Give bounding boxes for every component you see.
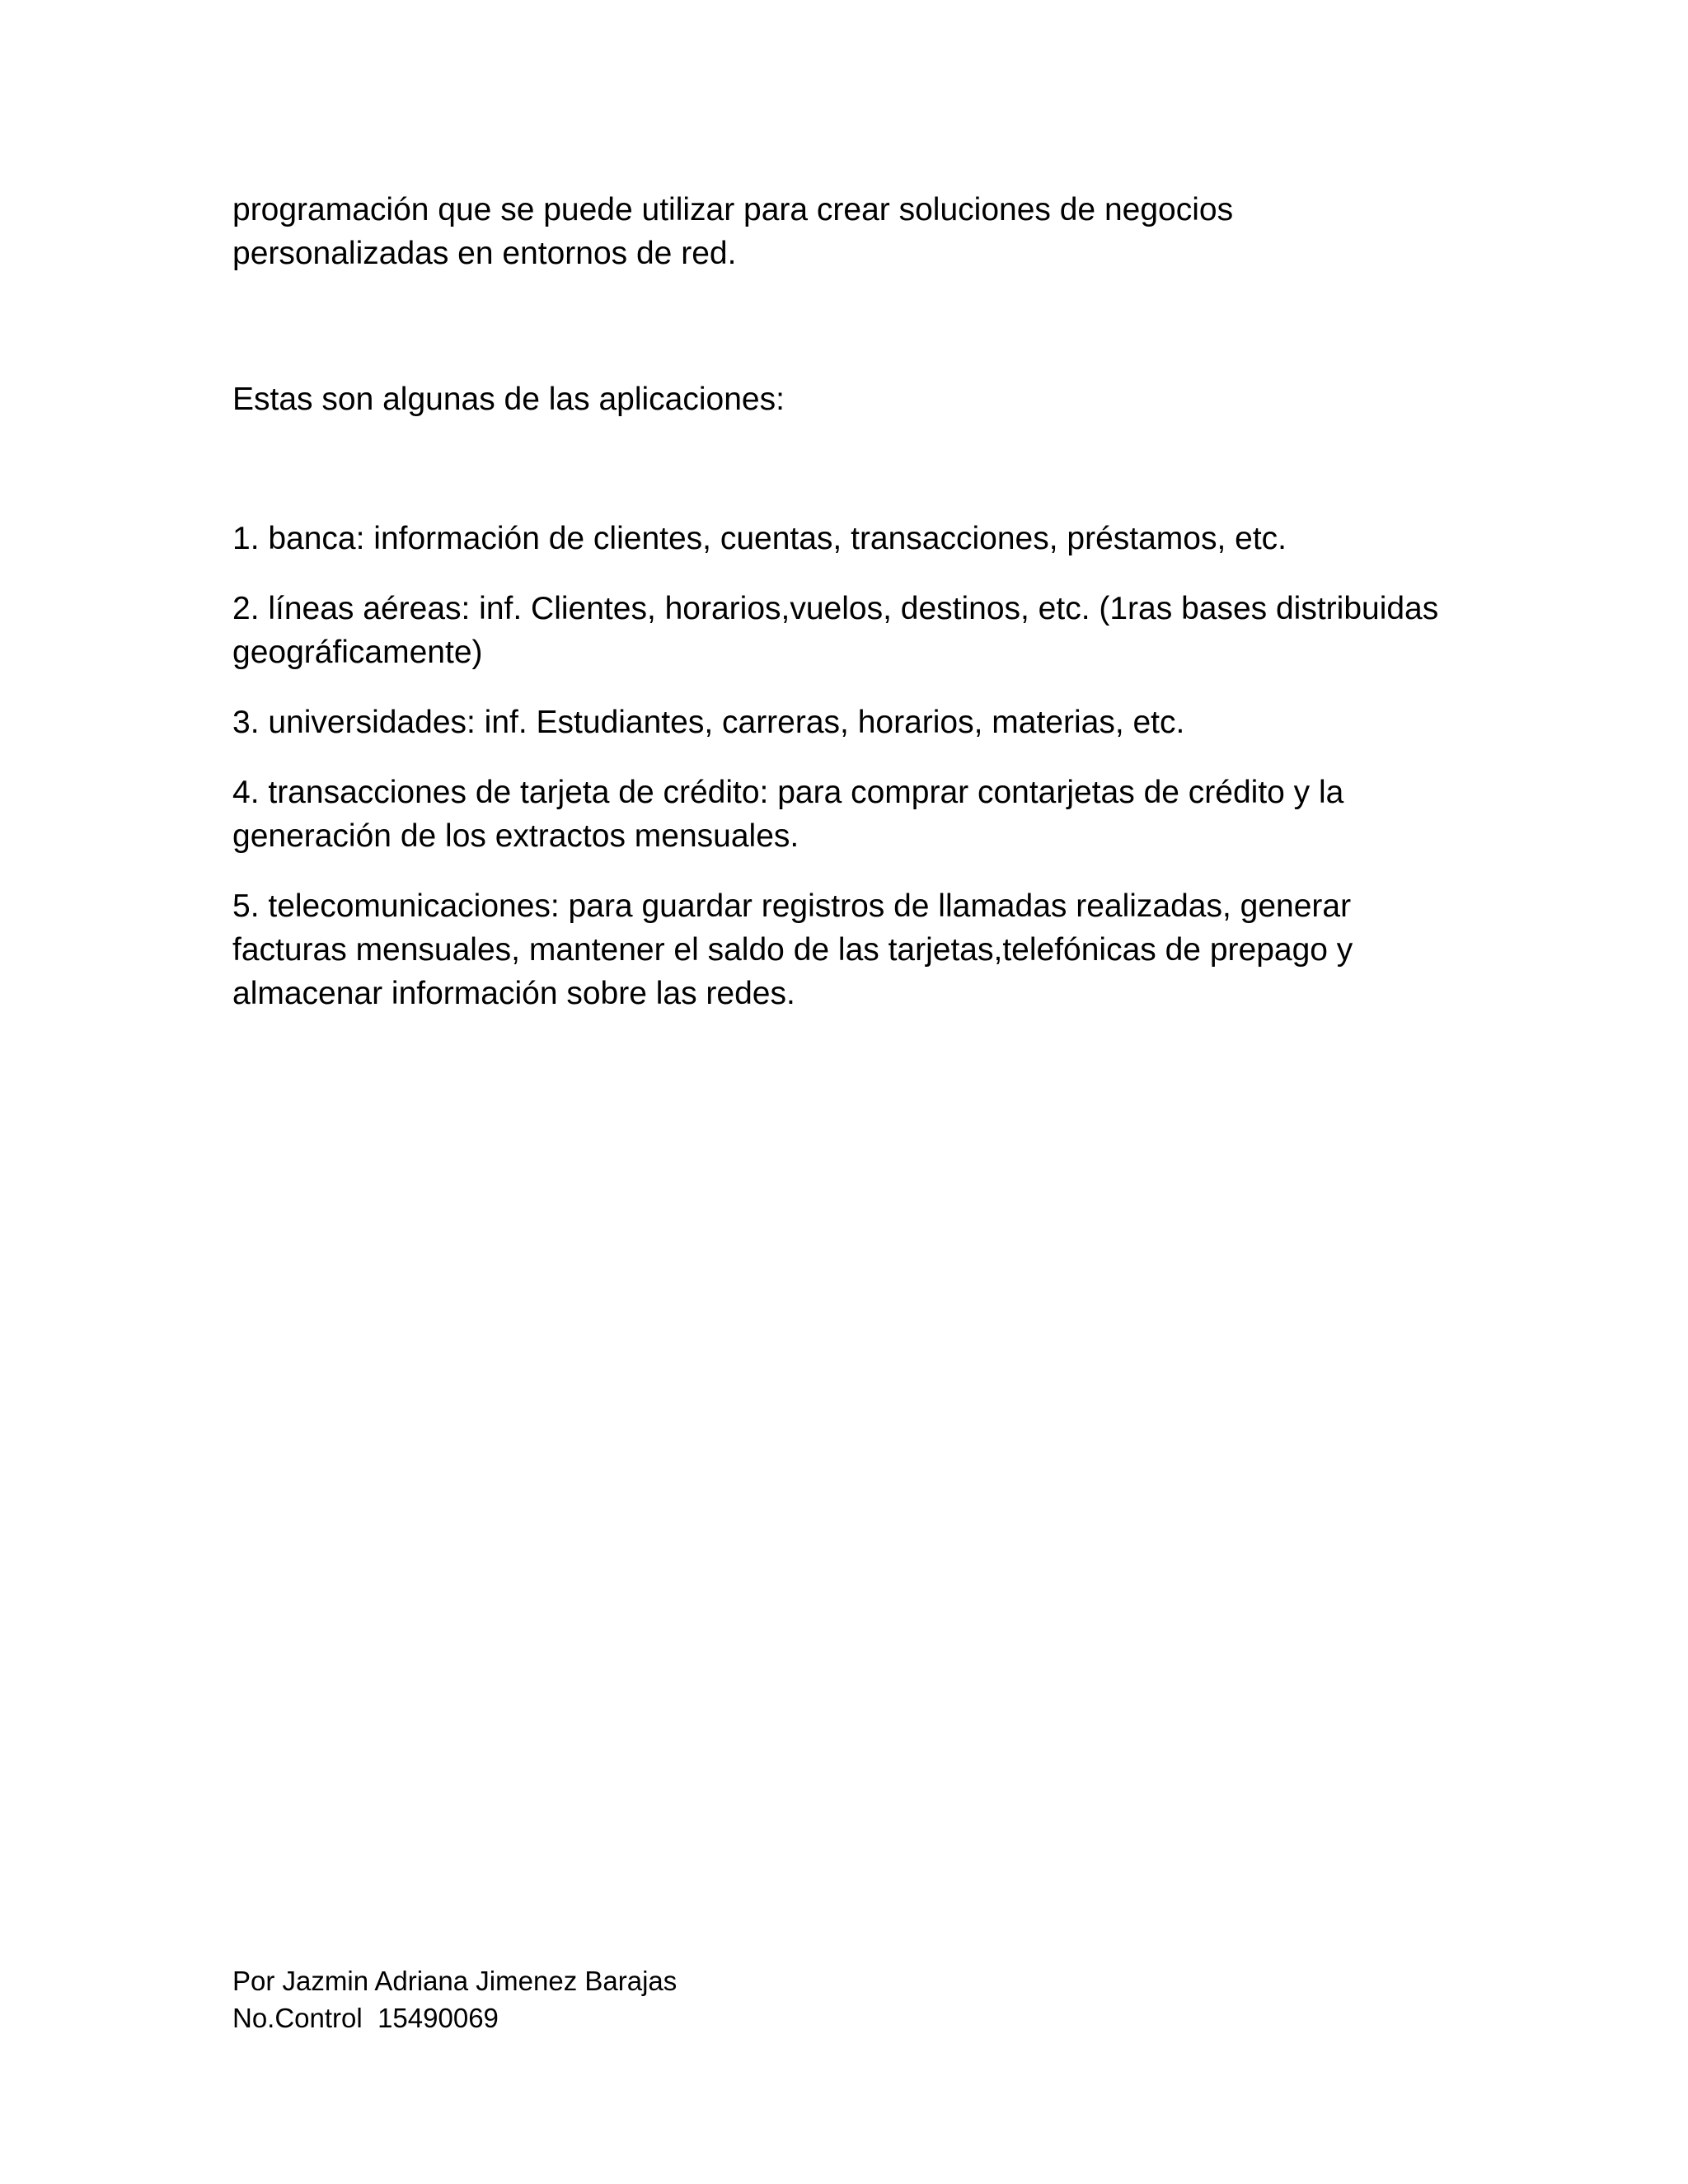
applications-list [232,517,1452,1042]
list-item: 4. transacciones de tarjeta de crédito: para comprar contarjetas de crédito y la generación de los extractos mensuales. [232,775,1344,854]
list-item: 1. banca: información de clientes, cuentas, transacciones, préstamos, etc. [232,521,1287,556]
intro-paragraph: programación que se puede utilizar para crear soluciones de negocios personalizadas en entornos de red. [232,192,1234,271]
list-item: 2. líneas aéreas: inf. Clientes, horarios,vuelos, destinos, etc. (1ras bases distribuidas geográficamente) [232,591,1439,670]
list-item: 3. universidades: inf. Estudiantes, carreras, horarios, materias, etc. [232,705,1185,740]
applications-lead: Estas son algunas de las aplicaciones: [232,382,785,417]
footer [232,1962,677,2036]
footer-control-number: No.Control 15490069 [232,2003,499,2033]
footer-author: Por Jazmin Adriana Jimenez Barajas [232,1966,678,1996]
list-item: 5. telecomunicaciones: para guardar registros de llamadas realizadas, generar facturas mensuales, mantener el saldo de las tarjetas,telefónicas de prepago y almacenar información sobre las redes. [232,888,1353,1011]
